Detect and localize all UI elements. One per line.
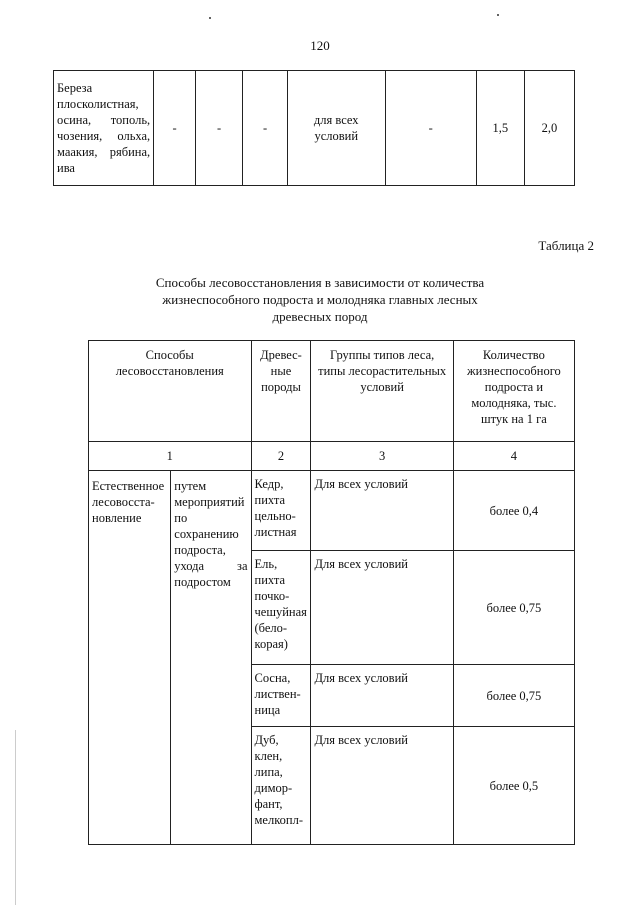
- conditions-cell: Для всех условий: [311, 471, 453, 551]
- table-title: Способы лесовосстановления в зависимости от количества жизнеспособного подроста и молодняка главных лесных древесных пород: [155, 275, 485, 324]
- species-cell: Сосна, листвен- ница: [251, 665, 311, 727]
- header-row: [89, 341, 575, 442]
- scan-edge-line: [15, 730, 16, 905]
- species-cell: Дуб, клен, липа, димор- фант, мелкопл-: [251, 727, 311, 845]
- column-number: 1: [89, 442, 252, 471]
- value-cell: 2,0: [524, 71, 574, 186]
- scan-speck: [209, 17, 211, 19]
- column-number-row: [89, 442, 575, 471]
- conditions-cell: Для всех условий: [311, 551, 453, 665]
- value-cell: 1,5: [476, 71, 524, 186]
- table-row: [89, 471, 575, 551]
- species-cell: Ель, пихта почко- чешуйная (бело- корая): [251, 551, 311, 665]
- main-table: [88, 340, 575, 845]
- header-species: Древес- ные породы: [251, 341, 311, 442]
- scan-speck: [497, 14, 499, 16]
- quantity-cell: более 0,5: [453, 727, 574, 845]
- page-number: 120: [310, 38, 330, 53]
- quantity-cell: более 0,4: [453, 471, 574, 551]
- header-quantity: Количество жизнеспособного подроста и молодняка, тыс. штук на 1 га: [453, 341, 574, 442]
- value-cell: -: [154, 71, 196, 186]
- value-cell: -: [385, 71, 476, 186]
- value-cell: -: [243, 71, 288, 186]
- species-cell: Кедр, пихта цельно- листная: [251, 471, 311, 551]
- conditions-cell: для всех условий: [287, 71, 385, 186]
- quantity-cell: более 0,75: [453, 551, 574, 665]
- table-caption: Таблица 2: [538, 238, 594, 253]
- species-cell: Береза плосколистная, осина, тополь, чозения, ольха, маакия, рябина, ива: [54, 71, 154, 186]
- method-sub-cell: путем мероприятий по сохранению подроста, ухода за подростом: [171, 471, 251, 845]
- column-number: 3: [311, 442, 453, 471]
- header-methods: Способы лесовосстановления: [89, 341, 252, 442]
- continuation-table: [53, 70, 575, 186]
- value-cell: -: [195, 71, 242, 186]
- column-number: 4: [453, 442, 574, 471]
- quantity-cell: более 0,75: [453, 665, 574, 727]
- method-main-cell: Естественное лесовосста- новление: [89, 471, 171, 845]
- conditions-cell: Для всех условий: [311, 665, 453, 727]
- conditions-cell: Для всех условий: [311, 727, 453, 845]
- table-row: [54, 71, 575, 186]
- column-number: 2: [251, 442, 311, 471]
- header-groups: Группы типов леса, типы лесорастительных условий: [311, 341, 453, 442]
